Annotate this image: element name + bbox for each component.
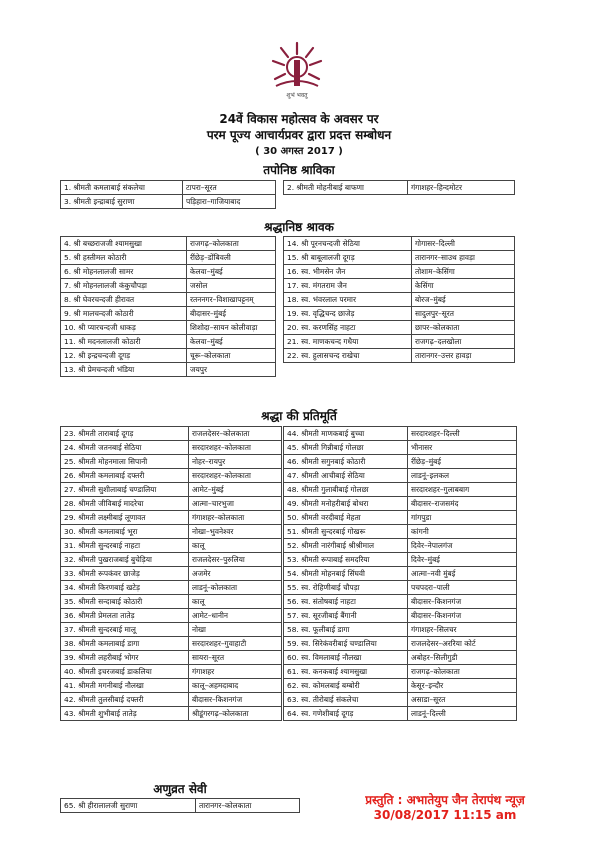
table-row [61,427,282,441]
name-cell: 21. स्व. माणकचन्द गधैया [284,335,412,349]
table-shraddha-left [60,236,276,377]
place-cell: बीदासर–किशनगंज [189,693,282,707]
place-cell: रींछेड़–डोंबिवली [187,251,276,265]
name-cell: 37. श्रीमती सुन्दरबाई मालू [61,623,189,637]
name-cell: 22. स्व. हुलासचन्द राखेचा [284,349,412,363]
name-cell: 15. श्री बाबूलालजी दूगड़ [284,251,412,265]
place-cell: जसोल [187,279,276,293]
place-cell: राजगढ़–कोलकाता [408,665,517,679]
place-cell: छापर–कोलकाता [412,321,515,335]
section-title-anuvrat: अणुव्रत सेवी [153,782,207,796]
place-cell: राजगढ़–दलखोला [412,335,515,349]
name-cell: 58. स्व. फूलीबाई डागा [284,623,408,637]
place-cell: आत्मा–चारभुजा [189,497,282,511]
place-cell: कांगनी [408,525,517,539]
name-cell: 19. स्व. वृद्धिचन्द छाजेड़ [284,307,412,321]
table-row [284,349,515,363]
place-cell: बीदासर–किशनगंज [408,609,517,623]
table-row [61,279,276,293]
table-row [61,609,282,623]
place-cell: गंगाशहर–हिन्दमोटर [408,181,515,195]
place-cell: सायरा–सूरत [189,651,282,665]
place-cell: टापरा–सूरत [183,181,276,195]
place-cell: भीनासर [408,441,517,455]
name-cell: 13. श्री प्रेमचन्दजी भंडिया [61,363,187,377]
name-cell: 10. श्री प्यारचन्दजी धाकड़ [61,321,187,335]
table-row [284,567,517,581]
table-row [61,679,282,693]
name-cell: 30. श्रीमती कमलाबाई भूरा [61,525,189,539]
table-row [61,469,282,483]
header-line-1: 24वें विकास महोत्सव के अवसर पर [219,112,379,126]
name-cell: 55. स्व. रोहिणीबाई चौपड़ा [284,581,408,595]
name-cell: 12. श्री इन्द्रचन्दजी दूगड़ [61,349,187,363]
table-row [61,293,276,307]
place-cell: अबोहर–सिलीगुडी [408,651,517,665]
place-cell: बीदासर–मुंबई [187,307,276,321]
section-title-murti: श्रद्धा की प्रतिमूर्ति [261,409,337,423]
table-tapo-left [60,180,276,209]
name-cell: 9. श्री मालचन्दजी कोठारी [61,307,187,321]
name-cell: 54. श्रीमती मोहनबाई सिंघवी [284,567,408,581]
table-row [61,581,282,595]
table-murti-right [283,426,517,721]
place-cell: लाडनूं–इलकल [408,469,517,483]
place-cell: कालू [189,595,282,609]
place-cell: राजलदेसर–कोलकाता [189,427,282,441]
table-anuvrat [60,798,300,813]
table-shraddha-right [283,236,515,363]
name-cell: 5. श्री हस्तीमल कोठारी [61,251,187,265]
place-cell: राजलदेसर–अररिया कोर्ट [408,637,517,651]
table-row [61,651,282,665]
name-cell: 42. श्रीमती तुलसीबाई दफ्तरी [61,693,189,707]
table-row [284,581,517,595]
table-row [284,665,517,679]
stamp-line-2: 30/08/2017 11:15 am [373,808,517,822]
header-line-2: परम पूज्य आचार्यप्रवर द्वारा प्रदत्त सम्बोधन [206,128,392,142]
place-cell: रतननगर–विशाखापट्टनम् [187,293,276,307]
name-cell: 18. स्व. भंवरलाल परमार [284,293,412,307]
place-cell: चूरू–कोलकाता [187,349,276,363]
place-cell: गांगपुडा [408,511,517,525]
place-cell: नोहर–रायपुर [189,455,282,469]
name-cell: 7. श्री मोहनलालजी कंकुचौपड़ा [61,279,187,293]
place-cell: सरदारशहर–गुवाहाटी [189,637,282,651]
name-cell: 27. श्रीमती सुशीलाबाई चण्डालिया [61,483,189,497]
table-row [284,525,517,539]
table-row [284,469,517,483]
name-cell: 39. श्रीमती लहरीबाई भोगर [61,651,189,665]
table-tapo-right [283,180,515,195]
table-row [284,293,515,307]
name-cell: 48. श्रीमती गुलाबीबाई गोलछा [284,483,408,497]
place-cell: तारानगर–साउथ हावड़ा [412,251,515,265]
name-cell: 56. स्व. संतोषबाई नाहटा [284,595,408,609]
place-cell: बीदासर–राजसमंद [408,497,517,511]
table-row [284,265,515,279]
place-cell: सरदारशहर–दिल्ली [408,427,517,441]
name-cell: 17. स्व. मंगतराम जैन [284,279,412,293]
table-row [284,679,517,693]
table-row [284,181,515,195]
place-cell: श्रीडूंगरगढ़–कोलकाता [189,707,282,721]
table-row [61,553,282,567]
name-cell: 28. श्रीमती जीविबाई मादरेचा [61,497,189,511]
place-cell: कालू–अहमदाबाद [189,679,282,693]
section-title-shraddha: श्रद्धानिष्ठ श्रावक [264,220,334,234]
name-cell: 53. श्रीमती रूपाबाई समदरिया [284,553,408,567]
name-cell: 2. श्रीमती मोहनीबाई बाफणा [284,181,408,195]
place-cell: गोगासर–दिल्ली [412,237,515,251]
name-cell: 26. श्रीमती कमलाबाई दफ्तरी [61,469,189,483]
place-cell: जयपुर [187,363,276,377]
place-cell: गंगाशहर [189,665,282,679]
table-row [61,623,282,637]
name-cell: 36. श्रीमती प्रेमलता तातेड़ [61,609,189,623]
name-cell: 60. स्व. विमलाबाई नौलखा [284,651,408,665]
table-row [61,539,282,553]
name-cell: 40. श्रीमती इचरजबाई डाकलिया [61,665,189,679]
table-row [284,707,517,721]
name-cell: 25. श्रीमती मोहनमाला सिपानी [61,455,189,469]
name-cell: 16. स्व. भीमसेन जैन [284,265,412,279]
table-row [284,237,515,251]
table-row [284,609,517,623]
name-cell: 59. स्व. सिरेकंवरीबाई चण्डालिया [284,637,408,651]
table-row [284,497,517,511]
logo-emblem-icon [268,40,326,102]
name-cell: 57. स्व. सूरजीबाई बैंगानी [284,609,408,623]
name-cell: 47. श्रीमती आचीबाई सेठिया [284,469,408,483]
table-row [284,455,517,469]
place-cell: बोरज–मुंबई [412,293,515,307]
name-cell: 1. श्रीमती कमलाबाई संकलेचा [61,181,183,195]
place-cell: सरदारशहर–कोलकाता [189,469,282,483]
name-cell: 41. श्रीमती मगनीबाई नौलखा [61,679,189,693]
table-row [284,427,517,441]
table-row [61,195,276,209]
table-row [284,307,515,321]
name-cell: 32. श्रीमती पुखराजबाई बुचेड़िया [61,553,189,567]
place-cell: केलवा–मुंबई [187,335,276,349]
table-row [284,441,517,455]
terapanth-logo [268,40,326,102]
name-cell: 64. स्व. गणेशीबाई दूगड़ [284,707,408,721]
table-row [61,525,282,539]
table-row [61,483,282,497]
place-cell: तोशाम–केसिंगा [412,265,515,279]
table-row [61,595,282,609]
name-cell: 61. स्व. कनकबाई श्यामसुखा [284,665,408,679]
place-cell: राजगढ़–कोलकाता [187,237,276,251]
name-cell: 65. श्री हीरालालजी सुराणा [61,799,196,813]
logo-caption: शुभं भवतु [286,92,308,99]
section-title-tapo: तपोनिष्ठ श्राविका [263,163,335,177]
name-cell: 14. श्री पूरनचन्दजी सेठिया [284,237,412,251]
place-cell: राजलदेसर–पुरुलिया [189,553,282,567]
name-cell: 49. श्रीमती मनोहरीबाई बोथरा [284,497,408,511]
place-cell: तारानगर–कोलकाता [196,799,300,813]
place-cell: केलवा–मुंबई [187,265,276,279]
place-cell: अजमेर [189,567,282,581]
table-row [61,799,300,813]
place-cell: केसिंगा [412,279,515,293]
place-cell: नोखा [189,623,282,637]
place-cell: लाडनूं–दिल्ली [408,707,517,721]
name-cell: 4. श्री बच्छराजजी श्यामसुखा [61,237,187,251]
table-row [61,363,276,377]
name-cell: 3. श्रीमती इन्द्राबाई सुराणा [61,195,183,209]
table-row [284,539,517,553]
table-row [61,349,276,363]
name-cell: 62. स्व. कोमलबाई बम्बोरी [284,679,408,693]
place-cell: दिवेर–नेपालगंज [408,539,517,553]
place-cell: सरदारशहर–कोलकाता [189,441,282,455]
table-row [61,307,276,321]
table-row [284,651,517,665]
name-cell: 52. श्रीमती नारंगीबाई श्रीश्रीमाल [284,539,408,553]
place-cell: नोखा–भुवनेश्वर [189,525,282,539]
table-row [284,511,517,525]
place-cell: आत्मा–नवी मुंबई [408,567,517,581]
name-cell: 51. श्रीमती सुन्दरबाई गोखरू [284,525,408,539]
table-row [61,511,282,525]
table-row [61,251,276,265]
name-cell: 23. श्रीमती ताराबाई दूगड़ [61,427,189,441]
place-cell: बीदासर–किशनगंज [408,595,517,609]
place-cell: शिशोदा–सायन कोलीवाड़ा [187,321,276,335]
name-cell: 11. श्री मदनलालजी कोठारी [61,335,187,349]
place-cell: आमेट–मुंबई [189,483,282,497]
table-row [61,265,276,279]
table-row [284,637,517,651]
name-cell: 35. श्रीमती सन्दाबाई कोठारी [61,595,189,609]
name-cell: 8. श्री घेवरचन्दजी हीरावत [61,293,187,307]
table-row [284,693,517,707]
table-murti-left [60,426,282,721]
place-cell: आमेट–धानीन [189,609,282,623]
name-cell: 29. श्रीमती लक्ष्मीबाई लूणावत [61,511,189,525]
name-cell: 45. श्रीमती गिन्नीबाई गोलछा [284,441,408,455]
place-cell: तारानगर–उत्तर हावड़ा [412,349,515,363]
table-row [61,335,276,349]
table-row [61,441,282,455]
name-cell: 50. श्रीमती वरदीबाई मेहता [284,511,408,525]
table-row [61,321,276,335]
place-cell: पड़िहारा–गाजियाबाद [183,195,276,209]
stamp-line-1: प्रस्तुति : अभातेयुप जैन तेरापंथ न्यूज़ [365,793,525,807]
table-row [284,553,517,567]
table-row [284,321,515,335]
name-cell: 38. श्रीमती कमलाबाई डागा [61,637,189,651]
place-cell: असाडा–सूरत [408,693,517,707]
table-row [61,181,276,195]
table-row [284,595,517,609]
table-row [61,693,282,707]
place-cell: केसूर–इन्दौर [408,679,517,693]
place-cell: पचपदरा–पाली [408,581,517,595]
table-row [284,623,517,637]
place-cell: रींछेड़–मुंबई [408,455,517,469]
table-row [61,497,282,511]
name-cell: 46. श्रीमती सगुनबाई कोठारी [284,455,408,469]
table-row [284,335,515,349]
name-cell: 31. श्रीमती सुन्दरबाई नाहटा [61,539,189,553]
name-cell: 20. स्व. करणसिंह नाहटा [284,321,412,335]
table-row [61,237,276,251]
name-cell: 33. श्रीमती रूपकंवर छाजेड़ [61,567,189,581]
table-row [61,455,282,469]
place-cell: सादुलपुर–सूरत [412,307,515,321]
name-cell: 6. श्री मोहनलालजी सामर [61,265,187,279]
name-cell: 43. श्रीमती शुभीबाई तातेड़ [61,707,189,721]
name-cell: 63. स्व. तीरोबाई संकलेचा [284,693,408,707]
place-cell: कालू [189,539,282,553]
place-cell: गंगाशहर–सिलचर [408,623,517,637]
table-row [284,279,515,293]
table-row [61,665,282,679]
name-cell: 24. श्रीमती जतनबाई सेठिया [61,441,189,455]
place-cell: लाडनूं–कोलकाता [189,581,282,595]
place-cell: गंगाशहर–कोलकाता [189,511,282,525]
table-row [284,483,517,497]
place-cell: सरदारशहर–गुलाबबाग [408,483,517,497]
place-cell: दिवेर–मुंबई [408,553,517,567]
table-row [61,707,282,721]
header-date: ( 30 अगस्त 2017 ) [255,146,343,157]
table-row [61,637,282,651]
table-row [61,567,282,581]
name-cell: 44. श्रीमती माणकबाई बुच्चा [284,427,408,441]
table-row [284,251,515,265]
name-cell: 34. श्रीमती किरणबाई खटेड़ [61,581,189,595]
